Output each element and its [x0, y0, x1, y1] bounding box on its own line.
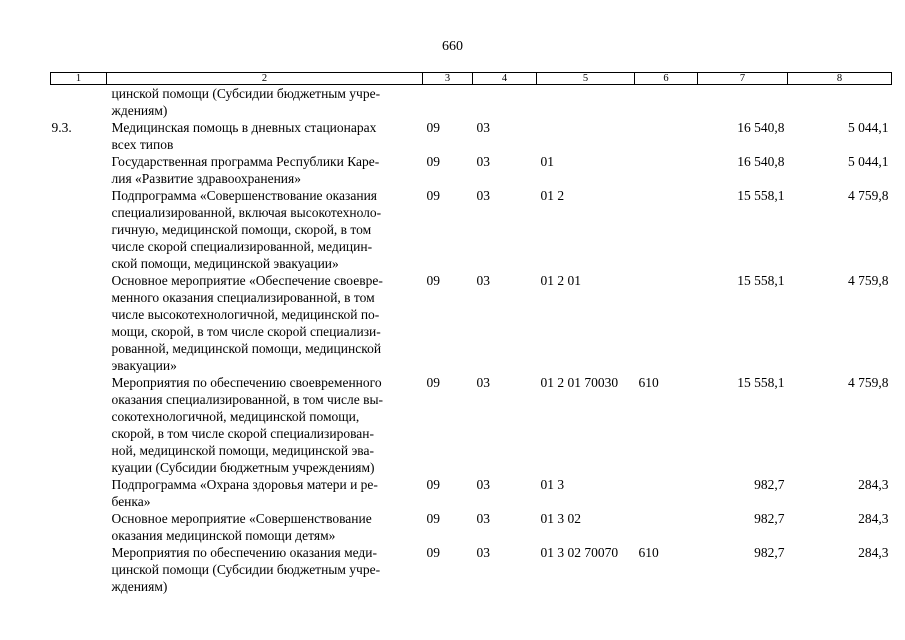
table-row: [51, 153, 892, 187]
section-code-cell: 09: [426, 188, 440, 203]
item-name-cell: Медицинская помощь в дневных стационарах всех типов: [111, 120, 377, 152]
target-article-cell: 01: [540, 154, 554, 169]
budget-table: [50, 72, 892, 595]
subsection-code-cell: 03: [476, 545, 490, 560]
amount-cell: 982,7: [754, 477, 785, 492]
section-code-cell: 09: [426, 120, 440, 135]
expense-type-cell: 610: [638, 375, 659, 390]
expense-type-cell: [635, 510, 698, 544]
section-code-cell: 09: [426, 273, 440, 288]
subsection-code-cell: 03: [476, 477, 490, 492]
column-number-header: 8: [788, 73, 892, 85]
amount-cell: 15 558,1: [737, 273, 785, 288]
target-article-cell: 01 3 02 70070: [540, 545, 619, 560]
column-number-header: 6: [635, 73, 698, 85]
table-row: [51, 510, 892, 544]
row-number-cell: [51, 85, 107, 120]
row-number-cell: [51, 187, 107, 272]
amount-cell: 4 759,8: [848, 273, 889, 288]
subsection-code-cell: 03: [476, 188, 490, 203]
subsection-code-cell: 03: [476, 273, 490, 288]
section-code-cell: 09: [426, 511, 440, 526]
table-row: [51, 85, 892, 120]
table-row: [51, 272, 892, 374]
table-row: [51, 374, 892, 476]
table-row: [51, 187, 892, 272]
column-number-header: 2: [107, 73, 423, 85]
table-row: [51, 119, 892, 153]
expense-type-cell: [635, 476, 698, 510]
item-name-cell: Основное мероприятие «Совершенствование оказания медицинской помощи детям»: [111, 511, 372, 543]
amount-cell: 5 044,1: [848, 154, 889, 169]
amount-cell: 5 044,1: [848, 120, 889, 135]
row-number-cell: [51, 153, 107, 187]
subsection-code-cell: 03: [476, 375, 490, 390]
section-code-cell: 09: [426, 375, 440, 390]
amount-cell: 15 558,1: [737, 188, 785, 203]
row-number-cell: [51, 272, 107, 374]
amount-cell: 982,7: [754, 511, 785, 526]
column-number-header: 1: [51, 73, 107, 85]
column-number-header: 4: [473, 73, 537, 85]
amount-cell: 982,7: [754, 545, 785, 560]
target-article-cell: 01 2: [540, 188, 565, 203]
target-article-cell: [537, 85, 635, 120]
amount-cell: 284,3: [858, 511, 889, 526]
item-name-cell: Подпрограмма «Совершенствование оказания специализированной, включая высокотехноло- гичную, медицинской помощи, скорой, в том числе скорой специализированной, медицин- ской помощи, медицинской эвакуации»: [111, 188, 382, 271]
subsection-code-cell: 03: [476, 511, 490, 526]
target-article-cell: 01 3 02: [540, 511, 581, 526]
amount-cell: 4 759,8: [848, 188, 889, 203]
item-name-cell: Основное мероприятие «Обеспечение своевре- менного оказания специализированной, в том числе высокотехнологичной, медицинской по- мощи, скорой, в том числе скорой специализи- рованной, медицинской помощи, медицинской эвакуации»: [111, 273, 383, 373]
amount-cell: 284,3: [858, 545, 889, 560]
row-number-cell: [51, 510, 107, 544]
subsection-code-cell: 03: [476, 154, 490, 169]
expense-type-cell: [635, 187, 698, 272]
row-number-cell: [51, 476, 107, 510]
column-number-header: 5: [537, 73, 635, 85]
section-code-cell: 09: [426, 154, 440, 169]
amount-cell: 4 759,8: [848, 375, 889, 390]
amount-cell: 16 540,8: [737, 154, 785, 169]
table-body: [51, 85, 892, 596]
amount-cell: [698, 85, 788, 120]
column-number-header: 7: [698, 73, 788, 85]
expense-type-cell: [635, 85, 698, 120]
subsection-code-cell: 03: [476, 120, 490, 135]
section-code-cell: 09: [426, 545, 440, 560]
expense-type-cell: 610: [638, 545, 659, 560]
amount-cell: 284,3: [858, 477, 889, 492]
section-code-cell: 09: [426, 477, 440, 492]
expense-type-cell: [635, 153, 698, 187]
column-number-header: 3: [423, 73, 473, 85]
target-article-cell: 01 3: [540, 477, 565, 492]
item-name-cell: Мероприятия по обеспечению своевременного оказания специализированной, в том числе вы- сокотехнологичной, медицинской помощи, скорой, в том числе скорой специализирован- ной, медицинской помощи, медицинской эва- куации (Субсидии бюджетным учреждениям): [111, 375, 384, 475]
target-article-cell: [537, 119, 635, 153]
table-row: [51, 544, 892, 595]
amount-cell: 15 558,1: [737, 375, 785, 390]
subsection-code-cell: [473, 85, 537, 120]
item-name-cell: Государственная программа Республики Каре- лия «Развитие здравоохранения»: [111, 154, 380, 186]
target-article-cell: 01 2 01 70030: [540, 375, 619, 390]
table-row: [51, 476, 892, 510]
row-number-cell: [51, 374, 107, 476]
row-number-cell: [51, 544, 107, 595]
expense-type-cell: [635, 119, 698, 153]
page-number: 660: [442, 39, 463, 54]
amount-cell: [788, 85, 892, 120]
target-article-cell: 01 2 01: [540, 273, 581, 288]
item-name-cell: цинской помощи (Субсидии бюджетным учре- ждениям): [111, 86, 381, 118]
amount-cell: 16 540,8: [737, 120, 785, 135]
row-number-cell: 9.3.: [51, 120, 72, 135]
item-name-cell: Мероприятия по обеспечению оказания меди- цинской помощи (Субсидии бюджетным учре- ждениям): [111, 545, 381, 594]
column-number-row: [51, 73, 892, 85]
expense-type-cell: [635, 272, 698, 374]
section-code-cell: [423, 85, 473, 120]
item-name-cell: Подпрограмма «Охрана здоровья матери и ре- бенка»: [111, 477, 378, 509]
